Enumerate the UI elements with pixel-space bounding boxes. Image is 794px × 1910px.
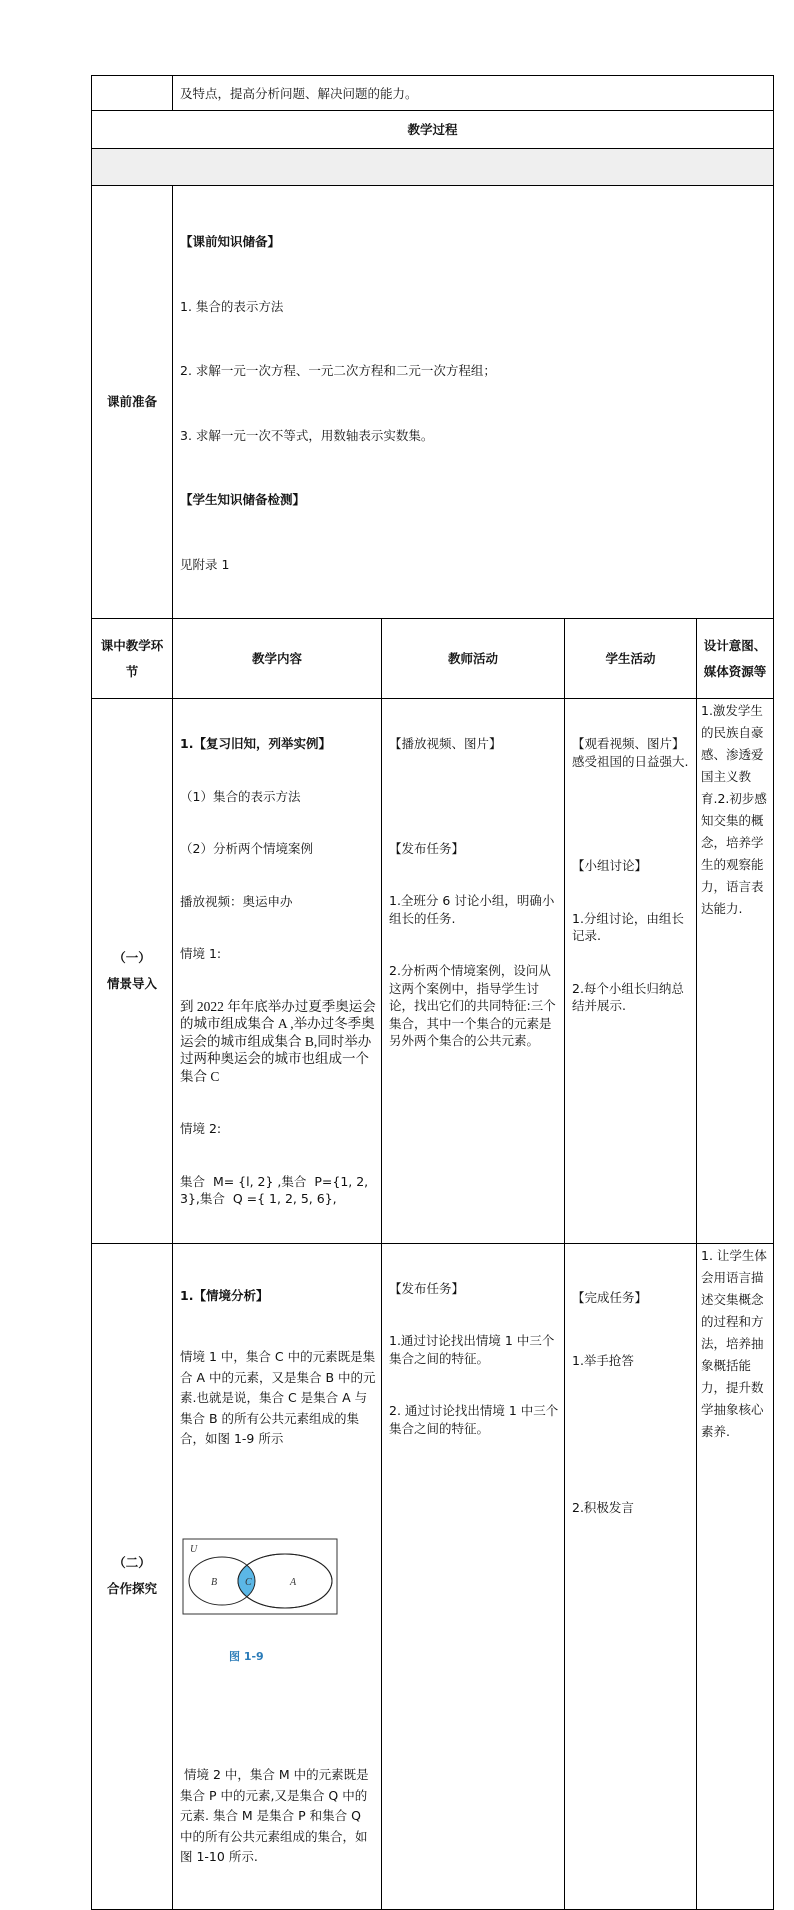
venn-diagram	[182, 1538, 342, 1616]
stage-1-label	[92, 699, 173, 1244]
s2-student-4: 2.积极发言	[572, 1499, 634, 1515]
s2-design-text: 1. 让学生体会用语言描述交集概念的过程和方法，培养抽象概括能力，提升数学抽象核心素养.	[701, 1247, 767, 1439]
stage-1-content	[173, 699, 382, 1244]
s2-content-p1: 情境 1 中，集合 C 中的元素既是集合 A 中的元素，又是集合 B 中的元素.也就是说，集合 C 是集合 A 与集合 B 的所有公共元素组成的集合，如图 1-9 所示	[180, 1349, 376, 1446]
s1-student-gap	[572, 805, 691, 822]
s1-content-7: 集合 M= {l, 2} ,集合 P={1, 2, 3},集合 Q ={ 1, 2, 5, 6},	[180, 1173, 373, 1206]
section-title: 教学过程	[92, 111, 774, 149]
header-stage: 课中教学环节	[92, 619, 173, 699]
s1-teacher-2: 【发布任务】	[389, 840, 465, 856]
s1-student-3: 1.分组讨论，由组长记录.	[572, 910, 684, 943]
continuation-text: 及特点，提高分析问题、解决问题的能力。	[180, 86, 418, 102]
stage-row-1	[92, 699, 774, 1244]
prep-row	[92, 186, 774, 619]
continuation-row	[92, 76, 774, 111]
prep-line-2: 2. 求解一元一次方程、一元二次方程和二元一次方程组；	[180, 363, 496, 378]
s1-content-2: （2）分析两个情境案例	[180, 841, 313, 856]
venn-label-a: A	[290, 1576, 297, 1588]
gray-bar-row	[92, 149, 774, 186]
stage-2-label	[92, 1243, 173, 1909]
stage-2-content	[173, 1243, 382, 1909]
stage-2-name: 合作探究	[106, 1581, 157, 1596]
s2-content-p2: 情境 2 中，集合 M 中的元素既是集合 P 中的元素,又是集合 Q 中的元素. 集合 M 是集合 P 和集合 Q 中的所有公共元素组成的集合，如图 1-10 所示.	[180, 1767, 369, 1864]
s1-student-4: 2.每个小组长归纳总结并展示.	[572, 980, 684, 1013]
venn-label-u: U	[190, 1543, 198, 1555]
stage-1-design	[697, 699, 774, 1244]
s2-student-gap	[572, 1413, 691, 1455]
header-student: 学生活动	[565, 619, 697, 699]
s1-content-5: 到 2022 年年底举办过夏季奥运会的城市组成集合 A ,举办过冬季奥运会的城市组成集合 B,同时举办过两种奥运会的城市也组成一个集合 C	[180, 998, 376, 1084]
s1-content-1: （1）集合的表示方法	[180, 788, 301, 804]
s2-teacher-2: 2. 通过讨论找出情境 1 中三个集合之间的特征。	[389, 1403, 559, 1436]
prep-label: 课前准备	[92, 186, 173, 619]
s1-content-4: 情境 1:	[180, 946, 222, 961]
stage-row-2	[92, 1243, 774, 1909]
stage-1-name: 情景导入	[106, 975, 157, 991]
venn-figure	[182, 1497, 376, 1709]
header-design: 设计意图、媒体资源等	[697, 619, 774, 699]
s2-teacher-1: 1.通过讨论找出情境 1 中三个集合之间的特征。	[389, 1333, 555, 1366]
empty-label-cell	[92, 76, 173, 111]
continuation-cell	[173, 76, 774, 111]
prep-line-1: 1. 集合的表示方法	[180, 298, 284, 314]
header-content: 教学内容	[173, 619, 382, 699]
venn-caption: 图 1-9	[229, 1649, 264, 1663]
s1-student-2: 【小组讨论】	[572, 858, 648, 873]
s1-teacher-0: 【播放视频、图片】	[389, 736, 502, 751]
prep-line-5: 见附录 1	[180, 556, 230, 572]
s2-content-head: 1.【情境分析】	[180, 1287, 269, 1303]
s1-content-6: 情境 2:	[180, 1121, 222, 1136]
s1-design-text: 1.激发学生的民族自豪感、渗透爱国主义教育.2.初步感知交集的概念，培养学生的观察能力，语言表达能力.	[701, 703, 767, 916]
s1-teacher-3: 1.全班分 6 讨论小组，明确小组长的任务.	[389, 893, 555, 926]
column-header-row	[92, 619, 774, 699]
stage-2-teacher	[382, 1243, 565, 1909]
stage-1-student	[565, 699, 697, 1244]
venn-label-c: C	[245, 1576, 252, 1588]
s1-teacher-gap	[389, 788, 559, 805]
prep-line-heading-2: 【学生知识储备检测】	[180, 492, 306, 507]
s2-student-0: 【完成任务】	[572, 1289, 648, 1305]
venn-label-b: B	[211, 1576, 218, 1588]
header-teacher: 教师活动	[382, 619, 565, 699]
stage-2-student	[565, 1243, 697, 1909]
prep-line-3: 3. 求解一元一次不等式，用数轴表示实数集。	[180, 427, 434, 443]
section-title-row	[92, 111, 774, 149]
stage-1-number: （一）	[113, 949, 151, 965]
s2-student-1: 1.举手抢答	[572, 1352, 634, 1368]
stage-2-design	[697, 1243, 774, 1909]
s2-teacher-0: 【发布任务】	[389, 1280, 465, 1296]
gray-bar	[92, 149, 774, 186]
s1-student-0: 【观看视频、图片】感受祖国的日益强大.	[572, 736, 689, 769]
s1-content-3: 播放视频：奥运申办	[180, 893, 293, 909]
prep-line-heading-1: 【课前知识储备】	[180, 234, 281, 249]
stage-1-teacher	[382, 699, 565, 1244]
s1-content-0: 1.【复习旧知，列举实例】	[180, 736, 331, 751]
prep-content	[173, 186, 774, 619]
s1-teacher-4: 2.分析两个情境案例，设问从这两个案例中，指导学生讨论，找出它们的共同特征:三个集合，其中一个集合的元素是另外两个集合的公共元素。	[389, 963, 556, 1048]
lesson-plan-table	[91, 75, 774, 1910]
stage-2-number: （二）	[113, 1555, 151, 1570]
